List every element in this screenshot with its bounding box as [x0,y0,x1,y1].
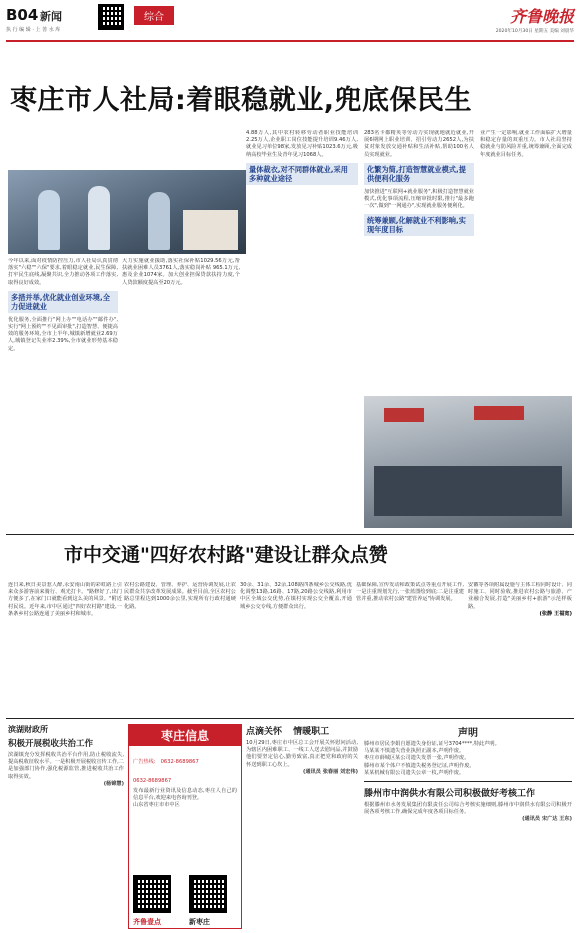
brief2-kicker: 点滴关怀 [246,727,283,737]
divider [6,718,574,719]
lead-col-4 [364,130,474,390]
lead-col-3 [246,130,358,530]
ad-phone-2: 0632-8689867 [133,778,172,784]
ad-qr-icon [189,875,227,913]
story2-body-e: 安徽等各项附属设施与主体工程同时设计、同时施工、同时验收,推进农村公路与旅游、产业融合发展,打造"美丽乡村+旅游"示范样板路。 [468,582,572,610]
lead-body-f: 业产生一定影响,就业工作面临扩大增量和稳定存量的双重压力。市人社局坚持稳就业与防风险并重,统筹兼顾,全面完成年度就业目标任务。 [480,130,572,158]
notice-line: 滕州市某个体户不慎遗失税务登记证,声明作废。 [364,762,475,769]
lead-body-c: 4.88万人,其中农村转移劳动者职业技能培训2.25万人,企业职工岗位技能提升培训9.46万人,就业见习单位98家,发放见习补贴1023.6万元,吸纳高校毕业生及青年见习1068人。 [246,130,358,158]
date-line: 2020年10月30日 星期五 美编 刘晨华 [495,29,574,34]
ad-note: 发布最新行业资讯及信息动态,枣庄人自己的信息平台,欢迎来电咨询刊登。 [133,788,237,802]
ad-logo: 齐鲁壹点 [133,918,161,926]
story2-col-2 [124,582,236,714]
subhead-1: 多措并举,优化就业创业环境,全力促进就业 [8,291,118,313]
lead-photo-2 [364,396,572,528]
section-tag: 综合 [134,6,174,25]
divider [6,534,574,535]
lead-col-1 [8,258,118,528]
notice-story-headline: 滕州市中润供水有限公司积极做好考核工作 [364,789,536,800]
story2-col-5 [468,582,572,714]
notice-line: 马某某不慎遗失营业执照正副本,声明作废。 [364,748,465,755]
story2-col-4 [356,582,464,714]
page-number: B04 [6,6,39,24]
story2-body-d: 基础保障,宣传发动和政策试点等重点开展工作,一是注重规划先行,一张蓝图绘到底;二是注重建管并重,推动农村公路"建管养运"协调发展。 [356,582,464,603]
subhead-2: 量体裁衣,对不同群体就业,采用多种就业途径 [246,163,358,185]
brief1-byline: (杨锦慧) [103,780,124,787]
lead-body-d: 283名卡都精英等劳动力实现就地就近就业,开展6期网上职业培训、招引劳动力2652人,为扶贫对象发放交通补贴和生活补贴,帮助100名人员实现就业。 [364,130,474,158]
story2-body-a: 连日来,秋日美景惹人醉,永安南山街的彩虹路上引来众多游客前来骑行、观光打卡。"路修好了,出门方便多了,在家门口就能看到这么美的风景。"附近村民说。近年来,市中区通过"四好农村路"建设,一条条乡村公路连通了美丽乡村和城市。 [8,582,122,617]
lead-col-5 [480,130,572,390]
brief1-title: 滨湖财政所 [8,725,48,734]
masthead-rule [6,40,574,42]
photo-sign-icon [474,406,524,420]
story2-byline: (张静 王福宽) [539,610,572,617]
lead-headline: 枣庄市人社局:着眼稳就业,兜底保民生 [10,85,473,116]
ad-qr-icon [133,875,171,913]
notice-box [364,724,572,929]
story2-body-c: 30余、31余、32余,108路四条城乡公交线路,优化调整13路,16路、17路,20路公交线路,利用市中区全域公交优势,在镇村实现公交全覆盖,开通城乡公交专线,方便群众出行。 [240,582,352,610]
notice-byline: (通讯员 宋广达 王东) [522,816,572,823]
lead-body-b: 大力实施就业援助,落实社保补贴1029.56万元,帮扶就业困难人员3761人,落实稳岗补贴 965.1万元,惠及企业1074家。加大创业担保贷款扶持力度,个人贷款额度提高至20万元。 [122,258,240,286]
photo-sign-icon [384,408,424,422]
masthead [6,4,574,38]
photo-figure-icon [148,192,170,250]
photo-machine-icon [183,210,238,250]
notice-rule [364,781,572,782]
subhead-3: 化繁为简,打造智慧就业模式,提供便利化服务 [364,163,474,185]
ad-address: 山东省枣庄市市中区 [133,802,180,809]
brief1-body: 滨湖镇充分发挥税收共治平台作用,防止税收流失,提高税收征收水平。一是积极开展税收宣传工作,二是加强部门协作,强化税源监管,推进税收共治工作取得实效。 [8,752,124,780]
lead-paragraph: 今年以来,面对疫情防控压力,市人社局认真贯彻落实"六稳""六保"要求,着眼稳定就业,民生保障,打牢民生底线,凝聚共识,全力推动各项工作落实,取得良好成效。 [8,258,118,286]
notice-title: 声明 [458,728,478,739]
brief1 [8,724,124,929]
story2-col-1 [8,582,122,714]
brief2-headline: 情暖职工 [293,727,330,737]
brief1-headline: 积极开展税收共治工作 [8,739,94,749]
ad-phone-1: 0632-8689867 [160,759,199,765]
masthead-qr-icon [98,4,124,30]
lead-body-e: 加快推进"互联网+就业服务",积极打造智慧就业模式,优化事项流程,压缩审批时限,推行"最多跑一次",做到"一网通办",实现就业服务便利化。 [364,188,474,210]
subhead-4: 统筹兼顾,化解就业不利影响,实现年度目标 [364,214,474,236]
editor-line: 执 行 编 辑 · 上 善 水 库 [6,27,61,33]
notice-line: 滕州市居民李娟自愿遗失身份证,证号3704****,特此声明。 [364,741,500,747]
brief2 [246,724,358,929]
brief2-body: 10月29日,枣庄市中区总工会开展关怀慰问活动,为辖区内困难职工、一线工人送去慰问品,并鼓励他们要坚定信心,勤劳致富,真正把党和政府的关怀送到职工心坎上。 [246,740,358,768]
ad-qr-caption: 新枣庄 [189,918,210,926]
story2-col-3 [240,582,352,714]
photo-crowd-icon [374,466,562,516]
ad-box [128,724,242,929]
story2-headline: 市中交通"四好农村路"建设让群众点赞 [64,544,388,566]
paper-logo: 齐鲁晚报 [509,7,574,26]
brief2-byline: (通讯员 张春丽 刘宏伟) [302,768,358,775]
photo-figure-icon [88,186,110,250]
lead-col-2 [122,258,240,528]
notice-line: 枣庄市薛城区某公司遗失发票一张,声明作废。 [364,755,470,762]
photo-figure-icon [38,190,60,250]
section-name: 新闻 [40,10,62,23]
story2-body-b: 农村公路建设、管理、养护、运营协调发展,让农民群众共享改革发展成果。截至目前,全区农村公路总里程达到1000余公里,实现所有行政村通硬化路。 [124,582,236,610]
ad-phone-label: 广告热线: [133,759,156,765]
lead-body-a: 优化服务,全面推行"网上办""电话办""邮件办",实行"网上预约""不见面审批",打造智慧、便捷高效的服务环境,全市上半年,城镇新增就业2.69万人,城镇登记失业率2.39%,全市就业形势基本稳定。 [8,316,118,352]
notice-story-body: 根据滕州市水务发展集团有限责任公司综合考核实施细则,滕州市中润供水有限公司积极开展各项考核工作,确保完成年度各项目标任务。 [364,802,572,816]
ad-title: 枣庄信息 [129,725,241,746]
lead-photo [8,170,246,254]
notice-line: 某某机械有限公司遗失公章一枚,声明作废。 [364,769,465,776]
